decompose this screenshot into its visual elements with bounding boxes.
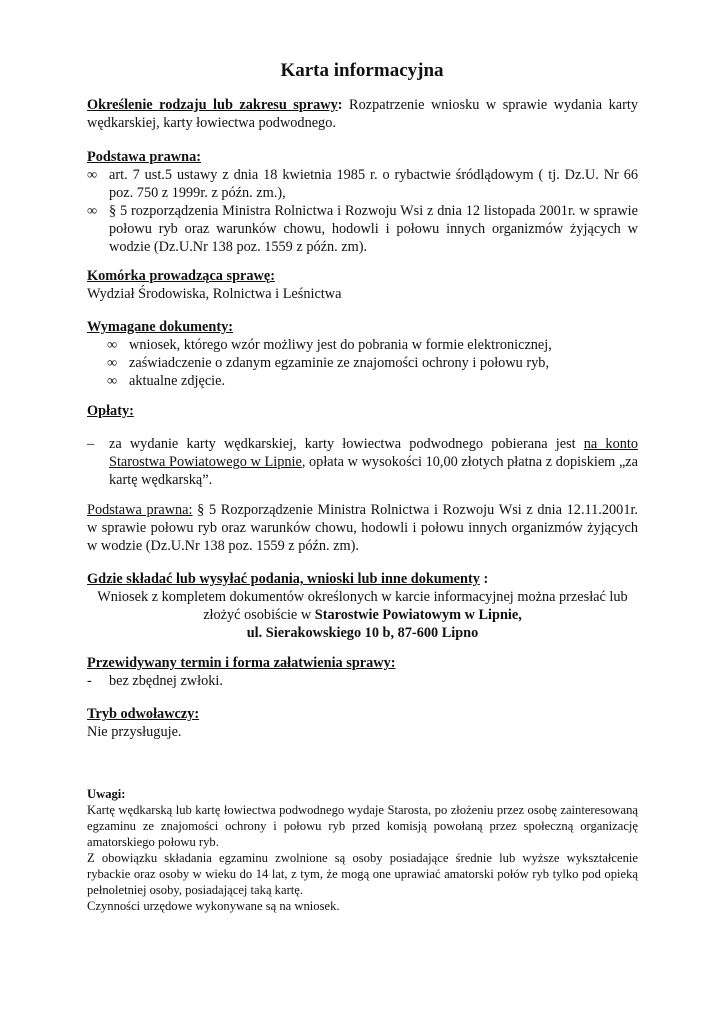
- documents-heading: Wymagane dokumenty:: [87, 319, 234, 335]
- fees-item: [87, 435, 638, 489]
- scope-section: [87, 96, 638, 132]
- legal-basis-item-text: art. 7 ust.5 ustawy z dnia 18 kwietnia 1985 r. o rybactwie śródlądowym ( tj. Dz.U. Nr 66 poz. 750 z 1999r. z późn. zm.),: [109, 167, 638, 201]
- department-text: Wydział Środowiska, Rolnictwa i Leśnictwa: [87, 286, 342, 302]
- documents-item: [87, 354, 638, 372]
- deadline-text: bez zbędnej zwłoki.: [109, 673, 223, 689]
- remarks-paragraph-2: Z obowiązku składania egzaminu zwolnione są osoby posiadające średnie lub wyższe wykształcenie rybackie oraz osoby w wieku do 14 lat, z tym, że mogą one uprawiać amatorski połów ryb tylko pod opieką pełnoletniej osoby, posiadającej taką kartę.: [87, 851, 638, 897]
- remarks-paragraph-3: Czynności urzędowe wykonywane są na wniosek.: [87, 899, 340, 913]
- deadline-item: [87, 672, 638, 690]
- dash-bullet-icon: -: [87, 673, 92, 689]
- submission-section: [87, 570, 638, 642]
- documents-item: [87, 372, 638, 390]
- fees-basis-text: § 5 Rozporządzenie Ministra Rolnictwa i Rozwoju Wsi z dnia 12.11.2001r. w sprawie połowu ryb oraz warunków chowu, hodowli i połowu innych organizmów żyjących w wodzie (Dz.U.Nr 138 poz. 1559 z późn. zm).: [87, 502, 639, 554]
- infinity-bullet-icon: ∞: [107, 355, 118, 371]
- fees-account-link: na konto Starostwa Powiatowego w Lipnie: [109, 436, 638, 470]
- remarks-heading: Uwagi:: [87, 787, 126, 801]
- legal-basis-item: [87, 166, 638, 202]
- scope-text: Rozpatrzenie wniosku w sprawie wydania karty wędkarskiej, karty łowiectwa podwodnego.: [87, 97, 638, 131]
- legal-basis-item-text: § 5 rozporządzenia Ministra Rolnictwa i Rozwoju Wsi z dnia 12 listopada 2001r. w sprawie połowu ryb oraz warunków chowu, hodowli i połowu innych organizmów żyjących w wodzie (Dz.U.Nr 138 poz. 1559 z późn. zm).: [109, 203, 638, 255]
- fees-heading-block: [87, 402, 638, 420]
- fees-basis-label: Podstawa prawna:: [87, 502, 193, 518]
- fees-text-pre: za wydanie karty wędkarskiej, karty łowiectwa podwodnego pobierana jest: [109, 436, 584, 452]
- appeal-text: Nie przysługuje.: [87, 724, 182, 740]
- infinity-bullet-icon: ∞: [107, 373, 118, 389]
- scope-colon: :: [337, 97, 343, 113]
- deadline-heading: Przewidywany termin i forma załatwienia sprawy:: [87, 655, 396, 671]
- submission-line-2-text: złożyć osobiście w: [203, 607, 315, 623]
- dash-bullet-icon: –: [87, 436, 95, 452]
- infinity-bullet-icon: ∞: [87, 203, 98, 219]
- documents-item-text: zaświadczenie o zdanym egzaminie ze znajomości ochrony i połowu ryb,: [129, 355, 550, 371]
- fees-text-post: , opłata w wysokości 10,00 złotych płatna z dopiskiem „za kartę wędkarską”.: [109, 454, 638, 488]
- documents-item-text: aktualne zdjęcie.: [129, 373, 226, 389]
- remarks-paragraph-1: Kartę wędkarską lub kartę łowiectwa podwodnego wydaje Starosta, po złożeniu przez osobę zainteresowaną egzaminu ze znajomości ochrony i połowu ryb przed komisją powołaną przez społeczną organizację amatorskiego połowu ryb.: [87, 803, 638, 849]
- submission-colon: :: [479, 571, 489, 587]
- documents-item-text: wniosek, którego wzór możliwy jest do pobrania w formie elektronicznej,: [129, 337, 552, 353]
- submission-line-2: [87, 606, 638, 624]
- fees-basis: [87, 501, 638, 555]
- submission-address: ul. Sierakowskiego 10 b, 87-600 Lipno: [246, 625, 479, 641]
- appeal-heading: Tryb odwoławczy:: [87, 706, 200, 722]
- documents-section: [87, 318, 638, 390]
- deadline-section: [87, 654, 638, 690]
- fees-heading: Opłaty:: [87, 403, 134, 419]
- submission-heading: Gdzie składać lub wysyłać podania, wnioski lub inne dokumenty: [87, 571, 480, 587]
- infinity-bullet-icon: ∞: [87, 167, 98, 183]
- appeal-section: [87, 705, 638, 741]
- legal-basis-section: [87, 148, 638, 256]
- department-heading: Komórka prowadząca sprawę:: [87, 268, 275, 284]
- scope-heading: Określenie rodzaju lub zakresu sprawy: [87, 97, 338, 113]
- documents-item: [87, 336, 638, 354]
- legal-basis-heading: Podstawa prawna:: [87, 149, 201, 165]
- remarks-section: [87, 786, 638, 914]
- submission-line-1: Wniosek z kompletem dokumentów określonych w karcie informacyjnej można przesłać lub: [97, 589, 628, 605]
- submission-office: Starostwie Powiatowym w Lipnie,: [314, 607, 522, 623]
- legal-basis-item: [87, 202, 638, 256]
- fees-bullet-row: [87, 435, 638, 489]
- infinity-bullet-icon: ∞: [107, 337, 118, 353]
- department-section: [87, 267, 638, 303]
- page-title: Karta informacyjna: [280, 60, 444, 81]
